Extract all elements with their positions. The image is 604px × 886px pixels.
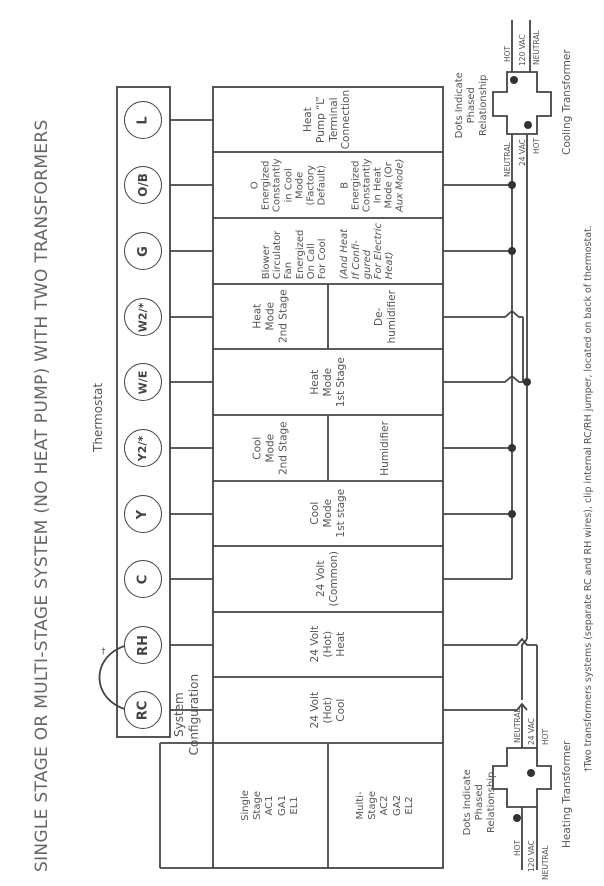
function-we: Heat Mode 1st Stage [308,357,347,407]
heating-dots-note: Dots Indicate Phased Relationship [461,768,498,836]
function-c: 24 Volt (Common) [315,551,340,607]
heating-secondary-neutral: NEUTRAL [513,708,522,743]
terminal-c: C [124,560,162,598]
function-g: Blower Circulator Fan Energized On Call For Cool (And Heat If Confi- gured For Electric Heat) [260,222,395,280]
terminal-we: W/E [124,363,162,401]
terminal-rc: RC [124,691,162,729]
function-rc: 24 Volt (Hot) Cool [308,691,347,729]
config-single-stage: Single Stage AC1 GA1 EL1 [240,790,300,821]
cooling-dots-note: Dots Indicate Phased Relationship [453,71,490,139]
heating-secondary-hot: HOT [541,728,550,745]
terminal-rh: RH [124,626,162,664]
heating-secondary-voltage: 24 VAC [527,718,536,745]
heating-transformer-label: Heating Transformer [561,740,573,848]
function-rh: 24 Volt (Hot) Heat [308,626,347,663]
function-y2-multi: Humidifier [379,420,392,476]
terminal-g: G [124,232,162,270]
terminal-l: L [124,101,162,139]
function-w2-multi: De- humidifier [372,289,398,344]
footnote: †Two transformers systems (separate RC and RH wires), clip internal RC/RH jumper, located on back of thermostat. [583,225,594,772]
thermostat-label: Thermostat [91,382,105,452]
cooling-primary-hot: HOT [503,45,512,62]
terminal-w2: W2/* [124,298,162,336]
cooling-secondary-hot: HOT [532,137,541,154]
function-l: Heat Pump “L” Terminal Connection [302,89,353,150]
cooling-primary-voltage: 120 VAC [518,34,527,66]
cooling-secondary-neutral: NEUTRAL [503,142,512,177]
config-multi-stage: Multi- Stage AC2 GA2 EL2 [355,791,415,820]
cooling-primary-neutral: NEUTRAL [532,30,541,65]
function-ob: O Energized Constantly in Cool Mode (Factory Default) B Energized Constantly In Heat Mode (Or Aux Mode) [249,158,407,212]
function-y: Cool Mode 1st stage [308,489,347,538]
system-configuration-label: System Configuration [171,674,201,756]
function-w2-single: Heat Mode 2nd Stage [251,289,289,344]
cooling-secondary-voltage: 24 VAC [518,139,527,166]
jumper-dagger: † [101,647,106,657]
heating-primary-hot: HOT [513,839,522,856]
heating-primary-neutral: NEUTRAL [541,845,550,880]
diagram-title: SINGLE STAGE OR MULTI-STAGE SYSTEM (NO HEAT PUMP) WITH TWO TRANSFORMERS [32,119,52,872]
terminal-y2: Y2/* [124,429,162,467]
terminal-ob: O/B [124,166,162,204]
cooling-transformer-label: Cooling Transformer [561,49,573,155]
terminal-y: Y [124,495,162,533]
heating-primary-voltage: 120 VAC [527,840,536,872]
function-y2-single: Cool Mode 2nd Stage [251,421,289,475]
